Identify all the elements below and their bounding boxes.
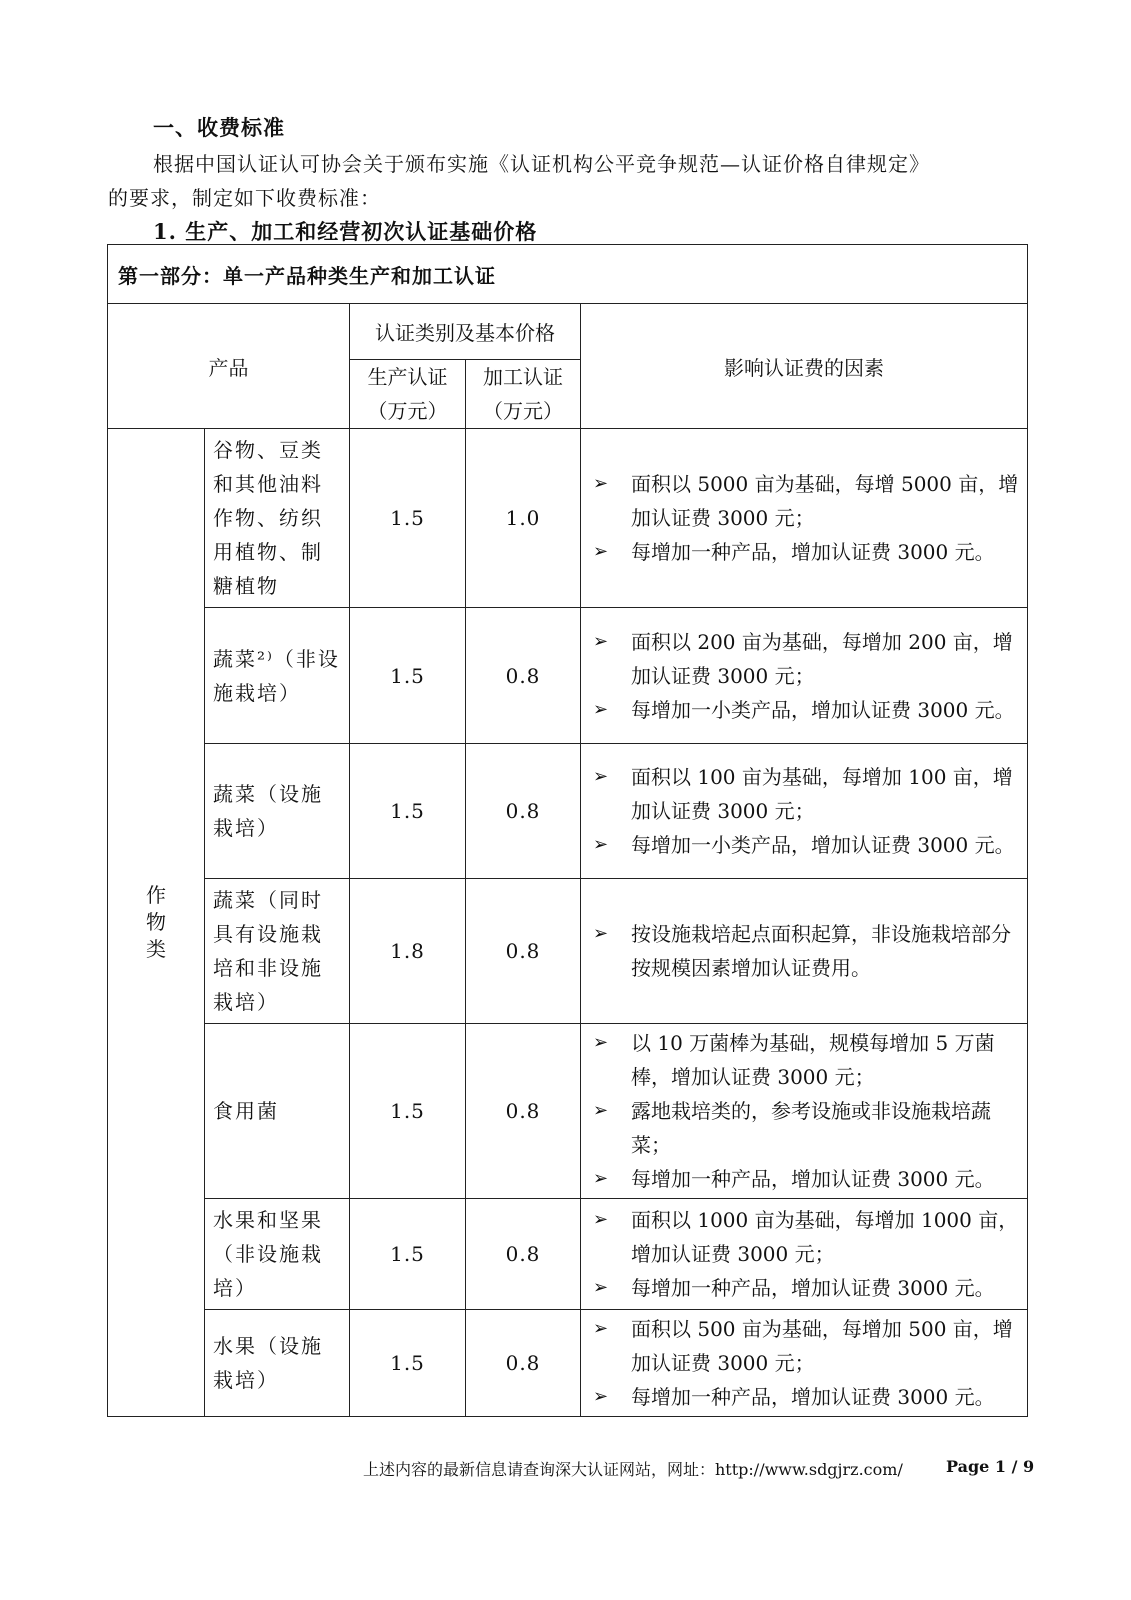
factors-cell <box>581 429 1028 608</box>
processing-price: 0.8 <box>466 1199 581 1310</box>
factor-item <box>593 1162 1019 1196</box>
factor-text: 面积以 200 亩为基础，每增加 200 亩，增加认证费 3000 元； <box>631 629 1013 688</box>
factor-text: 每增加一小类产品，增加认证费 3000 元。 <box>631 697 1015 722</box>
table-row <box>108 1310 1028 1417</box>
factor-item <box>593 467 1019 535</box>
factor-item <box>593 693 1019 727</box>
factor-text: 露地栽培类的，参考设施或非设施栽培蔬菜； <box>631 1099 991 1157</box>
product-name: 蔬菜（设施栽培） <box>205 744 350 879</box>
category-cell <box>108 429 205 1417</box>
production-price: 1.5 <box>350 1199 466 1310</box>
production-price: 1.8 <box>350 879 466 1024</box>
factor-text: 每增加一种产品，增加认证费 3000 元。 <box>631 1167 995 1191</box>
factor-text: 以 10 万菌棒为基础，规模每增加 5 万菌棒，增加认证费 3000 元； <box>631 1031 995 1089</box>
production-price: 1.5 <box>350 1024 466 1199</box>
processing-price: 0.8 <box>466 744 581 879</box>
product-name: 蔬菜（同时具有设施栽培和非设施栽培） <box>205 879 350 1024</box>
factor-text: 面积以 100 亩为基础，每增加 100 亩，增加认证费 3000 元； <box>631 765 1013 823</box>
part-title: 第一部分：单一产品种类生产和加工认证 <box>108 245 1028 304</box>
processing-price: 0.8 <box>466 1310 581 1417</box>
arrow-bullet-icon: ➢ <box>593 1168 609 1189</box>
category-label: 作物类 <box>146 883 166 961</box>
factor-item <box>593 917 1019 985</box>
factor-item <box>593 1271 1019 1305</box>
factor-item <box>593 760 1019 828</box>
header-production-unit: （万元） <box>367 399 448 423</box>
table-row <box>108 744 1028 879</box>
arrow-bullet-icon: ➢ <box>593 1209 609 1230</box>
subheading: 1. 生产、加工和经营初次认证基础价格 <box>153 219 538 244</box>
header-product: 产品 <box>108 304 350 429</box>
factor-item <box>593 1203 1019 1271</box>
header-factors: 影响认证费的因素 <box>581 304 1028 429</box>
arrow-bullet-icon: ➢ <box>593 473 609 494</box>
arrow-bullet-icon: ➢ <box>593 541 609 562</box>
table-row <box>108 879 1028 1024</box>
factor-text: 每增加一种产品，增加认证费 3000 元。 <box>631 1276 995 1300</box>
product-name: 谷物、豆类和其他油料作物、纺织用植物、制糖植物 <box>205 429 350 608</box>
arrow-bullet-icon: ➢ <box>593 766 609 787</box>
factor-item <box>593 1094 1019 1162</box>
table-row <box>108 429 1028 608</box>
production-price: 1.5 <box>350 429 466 608</box>
header-production-label: 生产认证 <box>367 365 448 389</box>
factor-text: 每增加一种产品，增加认证费 3000 元。 <box>631 540 995 564</box>
header-processing-unit: （万元） <box>483 399 563 423</box>
factor-item <box>593 828 1019 862</box>
factor-item <box>593 1312 1019 1380</box>
factor-text: 每增加一种产品，增加认证费 3000 元。 <box>631 1385 995 1409</box>
arrow-bullet-icon: ➢ <box>593 1277 609 1298</box>
section-heading: 一、收费标准 <box>153 115 285 140</box>
intro-line-1: 根据中国认证认可协会关于颁布实施《认证机构公平竞争规范—认证价格自律规定》 <box>153 152 930 176</box>
arrow-bullet-icon: ➢ <box>593 834 609 855</box>
factors-cell <box>581 1199 1028 1310</box>
header-processing-label: 加工认证 <box>483 365 563 389</box>
fee-table <box>107 244 1028 1417</box>
product-name: 食用菌 <box>205 1024 350 1199</box>
part-title-row <box>108 245 1028 304</box>
table-row <box>108 608 1028 744</box>
product-name: 水果和坚果（非设施栽培） <box>205 1199 350 1310</box>
header-cert-group: 认证类别及基本价格 <box>350 304 581 360</box>
product-name: 蔬菜²⁾（非设施栽培） <box>205 608 350 744</box>
page-number: Page 1 / 9 <box>946 1457 1035 1476</box>
header-processing <box>466 360 581 429</box>
factors-cell <box>581 744 1028 879</box>
production-price: 1.5 <box>350 608 466 744</box>
factor-item <box>593 535 1019 569</box>
header-production <box>350 360 466 429</box>
processing-price: 0.8 <box>466 879 581 1024</box>
product-name: 水果（设施栽培） <box>205 1310 350 1417</box>
factor-text: 面积以 500 亩为基础，每增加 500 亩，增加认证费 3000 元； <box>631 1317 1013 1375</box>
arrow-bullet-icon: ➢ <box>593 923 609 944</box>
factors-cell <box>581 879 1028 1024</box>
intro-line-2: 的要求，制定如下收费标准： <box>108 186 381 210</box>
factor-item <box>593 625 1019 693</box>
factors-cell <box>581 608 1028 744</box>
production-price: 1.5 <box>350 1310 466 1417</box>
factor-item <box>593 1026 1019 1094</box>
footer-text: 上述内容的最新信息请查询深大认证网站，网址：http://www.sdgjrz.com/ <box>363 1460 903 1479</box>
factor-text: 按设施栽培起点面积起算，非设施栽培部分按规模因素增加认证费用。 <box>631 922 1011 980</box>
processing-price: 0.8 <box>466 1024 581 1199</box>
table-row <box>108 1024 1028 1199</box>
factor-text: 面积以 1000 亩为基础，每增加 1000 亩，增加认证费 3000 元； <box>631 1208 1019 1266</box>
factor-text: 面积以 5000 亩为基础，每增 5000 亩，增加认证费 3000 元； <box>631 472 1019 530</box>
processing-price: 1.0 <box>466 429 581 608</box>
header-row-1 <box>108 304 1028 360</box>
table-row <box>108 1199 1028 1310</box>
factor-text: 每增加一小类产品，增加认证费 3000 元。 <box>631 833 1015 857</box>
factor-item <box>593 1380 1019 1414</box>
arrow-bullet-icon: ➢ <box>593 630 609 652</box>
arrow-bullet-icon: ➢ <box>593 1100 609 1121</box>
production-price: 1.5 <box>350 744 466 879</box>
factors-cell <box>581 1024 1028 1199</box>
factors-cell <box>581 1310 1028 1417</box>
arrow-bullet-icon: ➢ <box>593 1318 609 1339</box>
processing-price: 0.8 <box>466 608 581 744</box>
arrow-bullet-icon: ➢ <box>593 1386 609 1407</box>
arrow-bullet-icon: ➢ <box>593 698 609 720</box>
arrow-bullet-icon: ➢ <box>593 1032 609 1053</box>
